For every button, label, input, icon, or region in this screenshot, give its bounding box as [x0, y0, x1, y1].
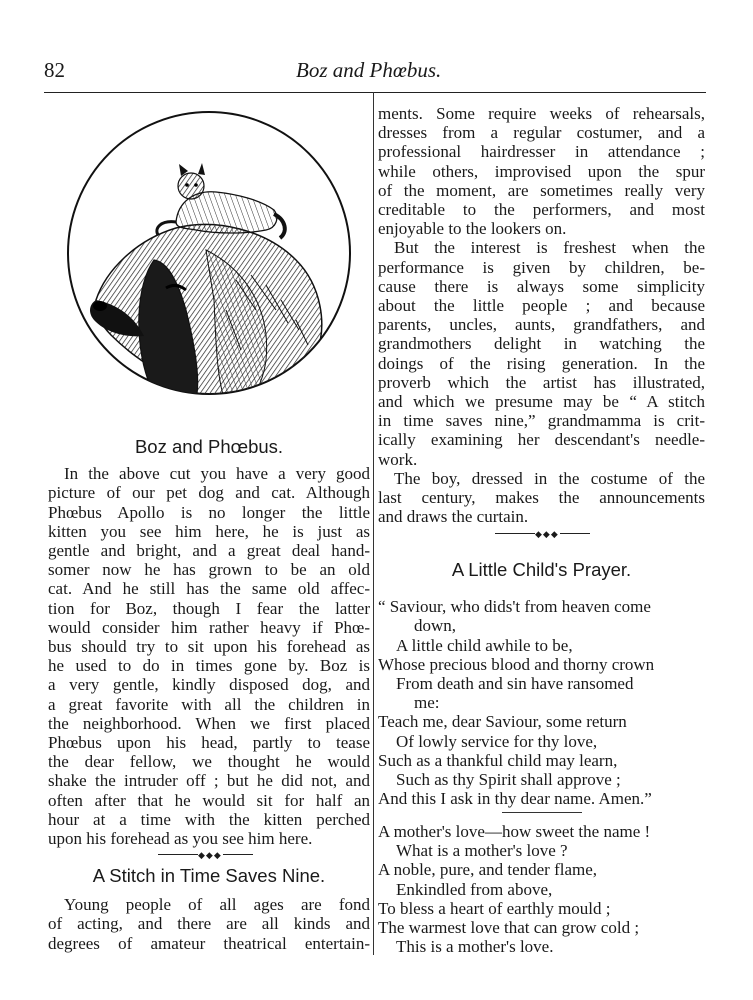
text-line: the dear fellow, we thought he would: [48, 752, 370, 772]
verse-line: Such as thy Spirit shall approve ;: [396, 770, 621, 790]
text-line: cat. And he still has the same old affec-: [48, 579, 370, 599]
verse-line: Whose precious blood and thorny crown: [378, 654, 655, 674]
prayer-section: [378, 560, 705, 808]
text-line: doings of the rising generation. In the: [378, 353, 705, 373]
mother-poem-verse: [378, 822, 705, 956]
text-line: while others, improvised upon the spur: [378, 161, 705, 181]
stitch-article-para-2: [378, 238, 705, 468]
text-line: about the little people ; and because: [378, 296, 705, 316]
left-ornament-wrap: [48, 850, 370, 860]
boz-article-body: [48, 464, 370, 848]
left-column: [48, 437, 370, 848]
verse-line: Such as a thankful child may learn,: [378, 750, 618, 770]
verse-line: The warmest love that can grow cold ;: [378, 918, 640, 938]
text-line: tion for Boz, though I fear the latter: [48, 598, 370, 618]
text-line: In the above cut you have a very good: [64, 464, 370, 484]
verse-line: down,: [414, 616, 457, 636]
text-line: upon his forehead as you see him here.: [48, 829, 313, 849]
short-divider-rule: [502, 812, 582, 813]
text-line: shake the intruder off ; but he did not, and: [48, 771, 370, 791]
verse-line: A little child awhile to be,: [396, 635, 573, 655]
section-ornament: ◆◆◆: [48, 850, 370, 860]
verse-line: Teach me, dear Saviour, some return: [378, 712, 627, 732]
text-line: and draws the curtain.: [378, 507, 529, 527]
stitch-article-left: [48, 866, 370, 953]
text-line: parents, uncles, aunts, grandfathers, and: [378, 315, 705, 335]
text-line: dresses from a regular costumer, and a: [378, 123, 705, 143]
verse-line: A mother's love—how sweet the name !: [378, 822, 651, 841]
text-line: But the interest is freshest when the: [394, 238, 705, 258]
text-line: somer now he has grown to be an old: [48, 560, 370, 580]
text-line: of acting, and there are all kinds and: [48, 914, 370, 934]
text-line: degrees of amateur theatrical entertain-: [48, 933, 370, 953]
right-ornament-wrap: [378, 529, 705, 539]
text-line: often after that he would sit for half an: [48, 790, 370, 810]
section-ornament: ◆◆◆: [378, 529, 705, 539]
mother-poem: [378, 822, 705, 956]
prayer-verse: [378, 597, 705, 808]
stitch-article-body-start: [48, 895, 370, 953]
verse-line: What is a mother's love ?: [396, 841, 568, 861]
text-line: a great favorite with all the children in: [48, 694, 370, 714]
right-column: [378, 104, 705, 526]
text-line: gentle and bright, and a great deal hand-: [48, 541, 370, 561]
text-line: ments. Some require weeks of rehearsals,: [378, 104, 705, 123]
stitch-article-para-3: [378, 469, 705, 527]
text-line: in time saves nine,” grandmamma is crit-: [378, 411, 705, 431]
mother-poem-rule-wrap: [378, 812, 705, 813]
verse-line: And this I ask in thy dear name. Amen.”: [378, 789, 652, 809]
dog-and-kitten-engraving-icon: [66, 110, 352, 426]
text-line: Phœbus Apollo is no longer the little: [48, 502, 370, 522]
verse-line: A noble, pure, and tender flame,: [378, 860, 598, 880]
prayer-title: A Little Child's Prayer.: [451, 559, 632, 580]
verse-line: Enkindled from above,: [396, 879, 553, 899]
column-divider: [373, 92, 374, 955]
text-line: Young people of all ages are fond: [64, 895, 370, 915]
header-rule: [44, 92, 706, 93]
text-line: grandmothers delight in watching the: [378, 334, 705, 354]
text-line: he used to do in times gone by. Boz is: [48, 656, 370, 676]
text-line: Phœbus upon his head, partly to tease: [48, 733, 370, 753]
stitch-article-title: A Stitch in Time Saves Nine.: [92, 865, 326, 886]
text-line: hour at a time with the kitten perched: [48, 809, 370, 829]
text-line: professional hairdresser in attendance ;: [378, 142, 705, 162]
verse-line: This is a mother's love.: [396, 937, 554, 957]
text-line: kitten you see him here, he is just as: [48, 521, 370, 541]
verse-line: From death and sin have ransomed: [396, 674, 634, 694]
text-line: enjoyable to the lookers on.: [378, 219, 567, 239]
text-line: performance is given by children, be-: [378, 257, 705, 277]
verse-line: To bless a heart of earthly mould ;: [378, 898, 611, 918]
text-line: bus should try to sit upon his forehead as: [48, 637, 370, 657]
text-line: proverb which the artist has illustrated,: [378, 372, 705, 392]
stitch-article-para-1: [378, 104, 705, 238]
verse-line: me:: [414, 693, 440, 713]
verse-line: “ Saviour, who dids't from heaven come: [378, 597, 651, 617]
text-line: would consider him rather heavy if Phœ-: [48, 617, 370, 637]
text-line: creditable to the performers, and most: [378, 200, 705, 220]
page-number: 82: [44, 58, 65, 82]
text-line: cause there is always some simplicity: [378, 276, 705, 296]
text-line: work.: [378, 449, 418, 469]
boz-article-title: Boz and Phœbus.: [134, 436, 284, 457]
text-line: of the moment, are sometimes really very: [378, 180, 705, 200]
text-line: picture of our pet dog and cat. Although: [48, 483, 370, 503]
text-line: the neighborhood. When we first placed: [48, 713, 370, 733]
text-line: last century, makes the announcements: [378, 488, 705, 508]
verse-line: Of lowly service for thy love,: [396, 731, 598, 751]
text-line: and which we presume may be “ A stitch: [378, 392, 705, 412]
text-line: ically examining her descendant's needle-: [378, 430, 705, 450]
running-title: Boz and Phœbus.: [296, 58, 442, 82]
text-line: The boy, dressed in the costume of the: [394, 468, 705, 488]
text-line: a very gentle, kindly disposed dog, and: [48, 675, 370, 695]
